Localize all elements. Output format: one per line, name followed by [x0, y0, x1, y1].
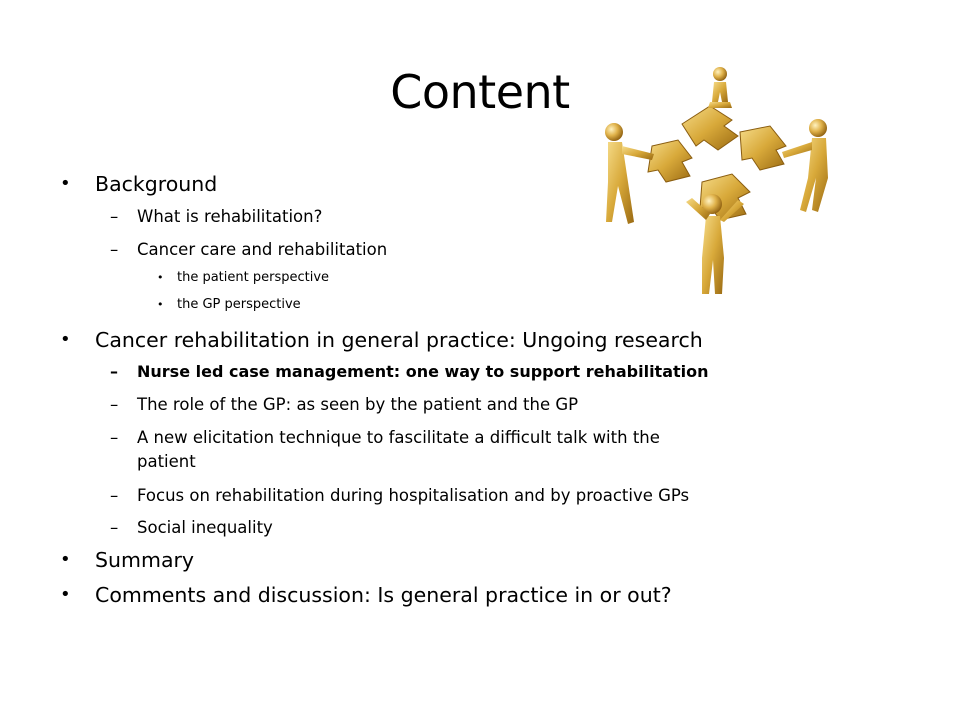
list-item [110, 394, 579, 416]
dash-marker: – [110, 362, 118, 381]
bullet-marker: • [60, 173, 71, 194]
bullet-marker: • [60, 329, 71, 350]
list-item-text: Summary [95, 548, 195, 572]
list-item-text: Comments and discussion: Is general practice in or out? [95, 583, 672, 607]
dash-marker: – [110, 395, 119, 414]
list-item-text: Nurse led case management: one way to support rehabilitation [137, 362, 709, 381]
list-item [110, 239, 388, 261]
list-item [157, 269, 330, 287]
list-item [110, 485, 690, 507]
bullet-marker: • [157, 271, 164, 284]
list-item-continuation [137, 451, 196, 473]
bullet-marker: • [60, 584, 71, 605]
list-item [157, 296, 301, 314]
list-item-text: What is rehabilitation? [137, 207, 323, 226]
list-item-text: Cancer rehabilitation in general practice: Ungoing research [95, 328, 703, 352]
list-item-text: Cancer care and rehabilitation [137, 240, 388, 259]
bullet-marker: • [60, 549, 71, 570]
list-item [60, 171, 218, 197]
dash-marker: – [110, 486, 119, 505]
list-item-text: Background [95, 172, 218, 196]
list-item [60, 327, 703, 353]
list-item [110, 206, 323, 228]
list-item-text: the GP perspective [177, 297, 301, 312]
list-item [110, 427, 660, 449]
bullet-marker: • [157, 298, 164, 311]
list-item [110, 361, 709, 383]
list-item-text: Focus on rehabilitation during hospitalisation and by proactive GPs [137, 486, 690, 505]
dash-marker: – [110, 240, 119, 259]
dash-marker: – [110, 518, 119, 537]
list-item [60, 582, 672, 608]
list-item-text: A new elicitation technique to fascilitate a difficult talk with the [137, 428, 660, 447]
list-item-text: Social inequality [137, 518, 273, 537]
people-puzzle-arrows-icon [582, 62, 842, 302]
dash-marker: – [110, 428, 119, 447]
list-item-text: patient [137, 452, 196, 471]
dash-marker: – [110, 207, 119, 226]
list-item [60, 547, 195, 573]
list-item-text: the patient perspective [177, 270, 330, 285]
list-item-text: The role of the GP: as seen by the patient and the GP [137, 395, 579, 414]
slide-title: Content [390, 65, 570, 119]
list-item [110, 517, 273, 539]
